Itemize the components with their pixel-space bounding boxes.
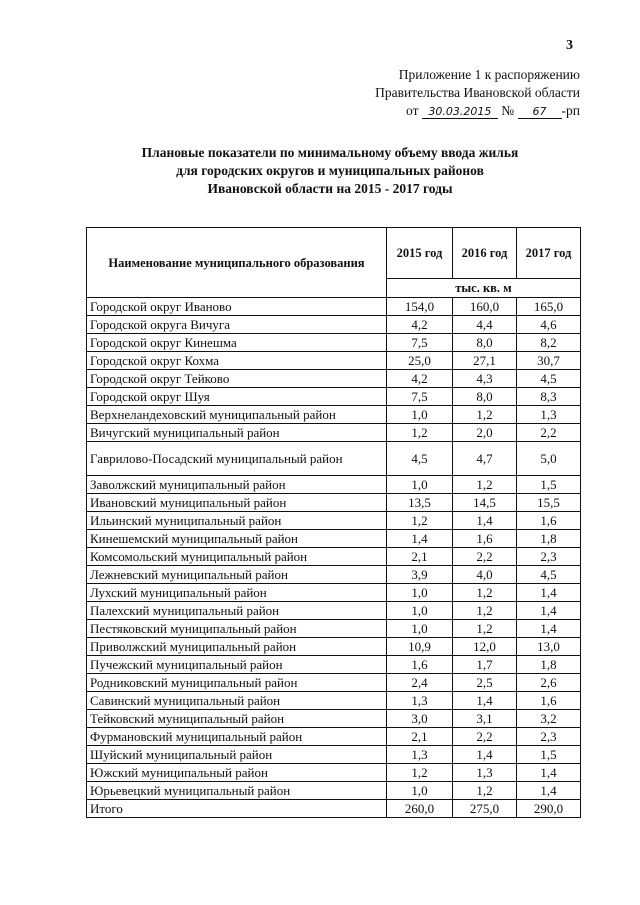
row-value-2017: 165,0 bbox=[517, 298, 581, 316]
header-name: Наименование муниципального образования bbox=[87, 228, 387, 298]
row-value-2016: 1,3 bbox=[453, 764, 517, 782]
row-name: Лежневский муниципальный район bbox=[87, 566, 387, 584]
row-value-2016: 1,4 bbox=[453, 692, 517, 710]
table-row bbox=[87, 638, 581, 656]
row-value-2015: 1,2 bbox=[387, 512, 453, 530]
row-value-2017: 4,5 bbox=[517, 370, 581, 388]
row-name: Пучежский муниципальный район bbox=[87, 656, 387, 674]
row-value-2017: 15,5 bbox=[517, 494, 581, 512]
title-line3: Ивановской области на 2015 - 2017 годы bbox=[207, 181, 453, 196]
row-value-2016: 12,0 bbox=[453, 638, 517, 656]
row-value-2015: 1,4 bbox=[387, 530, 453, 548]
row-value-2015: 4,2 bbox=[387, 370, 453, 388]
row-name: Фурмановский муниципальный район bbox=[87, 728, 387, 746]
table-row bbox=[87, 298, 581, 316]
row-value-2015: 2,4 bbox=[387, 674, 453, 692]
row-value-2016: 2,0 bbox=[453, 424, 517, 442]
row-name: Палехский муниципальный район bbox=[87, 602, 387, 620]
row-value-2016: 1,2 bbox=[453, 476, 517, 494]
title-line1: Плановые показатели по минимальному объему ввода жилья bbox=[141, 145, 519, 160]
row-value-2017: 1,3 bbox=[517, 406, 581, 424]
row-value-2016: 8,0 bbox=[453, 388, 517, 406]
table-row bbox=[87, 352, 581, 370]
row-value-2017: 1,6 bbox=[517, 692, 581, 710]
header-unit: тыс. кв. м bbox=[387, 279, 581, 298]
row-value-2017: 3,2 bbox=[517, 710, 581, 728]
row-value-2017: 1,4 bbox=[517, 764, 581, 782]
row-name: Лухский муниципальный район bbox=[87, 584, 387, 602]
row-value-2016: 2,5 bbox=[453, 674, 517, 692]
table-row bbox=[87, 388, 581, 406]
row-value-2016: 4,3 bbox=[453, 370, 517, 388]
row-value-2016: 1,2 bbox=[453, 602, 517, 620]
table-row bbox=[87, 334, 581, 352]
row-value-2017: 2,2 bbox=[517, 424, 581, 442]
row-value-2017: 1,5 bbox=[517, 746, 581, 764]
row-value-2016: 1,2 bbox=[453, 406, 517, 424]
row-value-2015: 1,3 bbox=[387, 692, 453, 710]
table-row bbox=[87, 782, 581, 800]
row-value-2017: 5,0 bbox=[517, 442, 581, 476]
row-value-2017: 1,5 bbox=[517, 476, 581, 494]
document-title bbox=[60, 144, 600, 198]
row-value-2016: 14,5 bbox=[453, 494, 517, 512]
row-name: Комсомольский муниципальный район bbox=[87, 548, 387, 566]
row-value-2016: 1,6 bbox=[453, 530, 517, 548]
table-body bbox=[87, 298, 581, 818]
table-row bbox=[87, 442, 581, 476]
table-row bbox=[87, 548, 581, 566]
row-value-2016: 8,0 bbox=[453, 334, 517, 352]
row-name: Пестяковский муниципальный район bbox=[87, 620, 387, 638]
row-value-2016: 3,1 bbox=[453, 710, 517, 728]
header-year-2016: 2016 год bbox=[453, 228, 517, 279]
table-row bbox=[87, 656, 581, 674]
row-value-2015: 10,9 bbox=[387, 638, 453, 656]
row-value-2016: 1,2 bbox=[453, 782, 517, 800]
appendix-line3 bbox=[280, 102, 580, 120]
row-name: Тейковский муниципальный район bbox=[87, 710, 387, 728]
row-name: Итого bbox=[87, 800, 387, 818]
row-name: Шуйский муниципальный район bbox=[87, 746, 387, 764]
row-value-2016: 4,0 bbox=[453, 566, 517, 584]
row-value-2017: 1,4 bbox=[517, 782, 581, 800]
row-value-2017: 30,7 bbox=[517, 352, 581, 370]
row-name: Кинешемский муниципальный район bbox=[87, 530, 387, 548]
table-row bbox=[87, 800, 581, 818]
row-value-2017: 4,6 bbox=[517, 316, 581, 334]
table-row bbox=[87, 424, 581, 442]
row-value-2015: 3,9 bbox=[387, 566, 453, 584]
row-value-2015: 7,5 bbox=[387, 334, 453, 352]
table-row bbox=[87, 566, 581, 584]
row-value-2016: 4,4 bbox=[453, 316, 517, 334]
row-value-2015: 1,0 bbox=[387, 476, 453, 494]
table-row bbox=[87, 602, 581, 620]
row-name: Юрьевецкий муниципальный район bbox=[87, 782, 387, 800]
row-value-2015: 7,5 bbox=[387, 388, 453, 406]
row-value-2017: 4,5 bbox=[517, 566, 581, 584]
row-value-2015: 1,3 bbox=[387, 746, 453, 764]
row-value-2017: 2,3 bbox=[517, 548, 581, 566]
table-row bbox=[87, 316, 581, 334]
row-value-2015: 3,0 bbox=[387, 710, 453, 728]
table-row bbox=[87, 530, 581, 548]
row-value-2016: 2,2 bbox=[453, 728, 517, 746]
row-value-2015: 4,2 bbox=[387, 316, 453, 334]
table-row bbox=[87, 476, 581, 494]
row-name: Ивановский муниципальный район bbox=[87, 494, 387, 512]
table-row bbox=[87, 406, 581, 424]
table-row bbox=[87, 746, 581, 764]
table-row bbox=[87, 494, 581, 512]
row-name: Ильинский муниципальный район bbox=[87, 512, 387, 530]
row-value-2015: 1,0 bbox=[387, 620, 453, 638]
row-value-2016: 1,4 bbox=[453, 512, 517, 530]
row-name: Верхнеландеховский муниципальный район bbox=[87, 406, 387, 424]
table-row bbox=[87, 764, 581, 782]
row-value-2017: 290,0 bbox=[517, 800, 581, 818]
row-value-2015: 154,0 bbox=[387, 298, 453, 316]
row-value-2015: 1,0 bbox=[387, 782, 453, 800]
row-value-2017: 1,6 bbox=[517, 512, 581, 530]
number-suffix: -рп bbox=[561, 103, 580, 118]
row-value-2017: 1,4 bbox=[517, 584, 581, 602]
table-row bbox=[87, 370, 581, 388]
row-value-2015: 2,1 bbox=[387, 548, 453, 566]
appendix-header bbox=[280, 66, 580, 120]
row-name: Городской округ Иваново bbox=[87, 298, 387, 316]
table-row bbox=[87, 692, 581, 710]
row-value-2015: 4,5 bbox=[387, 442, 453, 476]
row-value-2016: 4,7 bbox=[453, 442, 517, 476]
row-name: Городской округа Вичуга bbox=[87, 316, 387, 334]
row-value-2015: 2,1 bbox=[387, 728, 453, 746]
header-year-2017: 2017 год bbox=[517, 228, 581, 279]
row-name: Городской округ Шуя bbox=[87, 388, 387, 406]
table-row bbox=[87, 620, 581, 638]
table-row bbox=[87, 728, 581, 746]
row-name: Городской округ Тейково bbox=[87, 370, 387, 388]
title-line2: для городских округов и муниципальных районов bbox=[176, 163, 484, 178]
row-value-2015: 1,2 bbox=[387, 424, 453, 442]
handwritten-date: 30.03.2015 bbox=[422, 105, 498, 119]
row-value-2015: 1,0 bbox=[387, 406, 453, 424]
row-value-2015: 1,0 bbox=[387, 584, 453, 602]
row-value-2016: 275,0 bbox=[453, 800, 517, 818]
appendix-line1: Приложение 1 к распоряжению bbox=[398, 67, 580, 82]
row-value-2015: 25,0 bbox=[387, 352, 453, 370]
row-name: Городской округ Кинешма bbox=[87, 334, 387, 352]
row-name: Городской округ Кохма bbox=[87, 352, 387, 370]
row-value-2017: 1,4 bbox=[517, 620, 581, 638]
row-value-2016: 1,7 bbox=[453, 656, 517, 674]
row-value-2017: 1,8 bbox=[517, 656, 581, 674]
row-value-2017: 8,3 bbox=[517, 388, 581, 406]
row-name: Приволжский муниципальный район bbox=[87, 638, 387, 656]
row-value-2015: 1,0 bbox=[387, 602, 453, 620]
row-value-2017: 8,2 bbox=[517, 334, 581, 352]
row-value-2016: 1,2 bbox=[453, 584, 517, 602]
table-row bbox=[87, 584, 581, 602]
row-value-2016: 2,2 bbox=[453, 548, 517, 566]
page-number: 3 bbox=[566, 38, 573, 53]
table-row bbox=[87, 674, 581, 692]
table-row bbox=[87, 710, 581, 728]
row-name: Заволжский муниципальный район bbox=[87, 476, 387, 494]
row-value-2017: 13,0 bbox=[517, 638, 581, 656]
number-label: № bbox=[501, 103, 515, 118]
row-value-2017: 1,8 bbox=[517, 530, 581, 548]
row-value-2016: 160,0 bbox=[453, 298, 517, 316]
table-row bbox=[87, 512, 581, 530]
header-year-2015: 2015 год bbox=[387, 228, 453, 279]
row-value-2015: 260,0 bbox=[387, 800, 453, 818]
row-value-2017: 2,3 bbox=[517, 728, 581, 746]
row-value-2015: 13,5 bbox=[387, 494, 453, 512]
row-name: Савинский муниципальный район bbox=[87, 692, 387, 710]
row-name: Гаврилово-Посадский муниципальный район bbox=[87, 442, 387, 476]
row-value-2017: 1,4 bbox=[517, 602, 581, 620]
appendix-line2: Правительства Ивановской области bbox=[375, 85, 580, 100]
housing-targets-table bbox=[86, 227, 581, 818]
row-value-2016: 1,2 bbox=[453, 620, 517, 638]
row-name: Южский муниципальный район bbox=[87, 764, 387, 782]
handwritten-number: 67 bbox=[518, 105, 562, 119]
row-value-2016: 27,1 bbox=[453, 352, 517, 370]
row-name: Вичугский муниципальный район bbox=[87, 424, 387, 442]
row-name: Родниковский муниципальный район bbox=[87, 674, 387, 692]
row-value-2015: 1,2 bbox=[387, 764, 453, 782]
row-value-2016: 1,4 bbox=[453, 746, 517, 764]
from-label: от bbox=[406, 103, 419, 118]
row-value-2015: 1,6 bbox=[387, 656, 453, 674]
row-value-2017: 2,6 bbox=[517, 674, 581, 692]
